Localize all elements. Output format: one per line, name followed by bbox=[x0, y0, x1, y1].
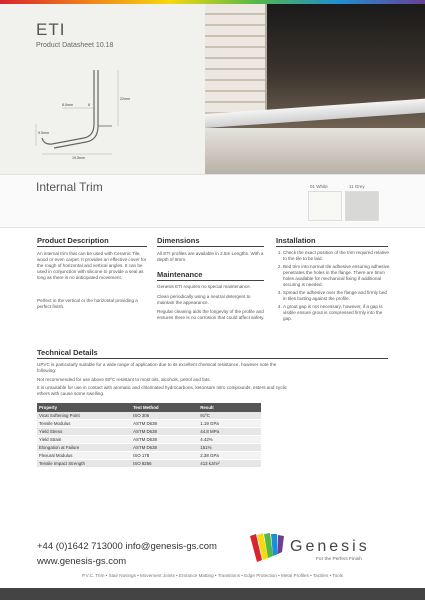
table-cell: ISO 8256 bbox=[131, 460, 198, 468]
table-cell: 151% bbox=[198, 444, 261, 452]
technical-rule bbox=[37, 358, 388, 359]
maintenance-heading: Maintenance bbox=[157, 270, 203, 279]
table-cell: Flexural Modulus bbox=[37, 452, 131, 460]
installation-step: 1. Check the exact position of the trim required relative to the tile to be laid. bbox=[283, 250, 391, 262]
description-text-1: An internal trim that can be used with Ceramic Tile, wood or even carpet. It provides an effective cover for the rough of horizontal and vertical angles. It can be used in conjunction with silicone to provide a seal as long as there is no anticipated movement. bbox=[37, 251, 147, 280]
description-heading: Product Description bbox=[37, 236, 109, 245]
installation-steps bbox=[276, 250, 391, 324]
table-cell: ISO 306 bbox=[131, 412, 198, 420]
table-cell: Tensile Modulus bbox=[37, 420, 131, 428]
installation-rule bbox=[276, 246, 388, 247]
technical-text-3: It is unsuitable for use in contact with aromatic and chlorinated hydrocarbons, ketonsam nitro compounds, esters and cyclic ethers with cause some swelling. bbox=[37, 385, 287, 396]
table-row bbox=[37, 444, 261, 452]
table-cell: Elongation at Failure bbox=[37, 444, 131, 452]
maintenance-text-3: Regular cleaning aids the longevity of the profile and ensures there is no corrosion that could affect safety. bbox=[157, 309, 265, 320]
column-header: Test Method bbox=[131, 403, 198, 412]
maintenance-rule bbox=[157, 280, 264, 281]
product-title: ETI bbox=[36, 20, 66, 39]
table-cell: 91ºC bbox=[198, 412, 261, 420]
tile-wall bbox=[205, 4, 267, 116]
table-row bbox=[37, 460, 261, 468]
table-cell: ASTM D638 bbox=[131, 436, 198, 444]
table-cell: Yield Stress bbox=[37, 428, 131, 436]
table-row bbox=[37, 428, 261, 436]
table-cell: 2.38 GPa bbox=[198, 452, 261, 460]
installation-photo bbox=[205, 4, 425, 174]
dimensions-rule bbox=[157, 246, 264, 247]
swatch-label-white: 01 White bbox=[310, 184, 328, 189]
brand-name: Genesis bbox=[290, 538, 370, 555]
swatch-white bbox=[308, 191, 342, 221]
dim-label: 9.5mm bbox=[38, 131, 49, 135]
maintenance-text-1: Genesis ETI requires no special maintenance. bbox=[157, 284, 251, 289]
table-cell: ASTM D638 bbox=[131, 444, 198, 452]
contact-phone-email[interactable]: +44 (0)1642 713000 info@genesis-gs.com bbox=[37, 541, 217, 552]
brand-tagline: For the Perfect Finish bbox=[316, 557, 362, 562]
dim-label: 8.0mm bbox=[62, 103, 73, 107]
properties-table bbox=[37, 403, 261, 468]
table-header-row bbox=[37, 403, 261, 412]
swatch-grey bbox=[345, 191, 379, 221]
table-cell: Vicat Softening Point bbox=[37, 412, 131, 420]
installation-step: 2. Bed trim into normal tile adhesive ensuring adhesive penetrates the holes in the flange. There are 5mm holes available for mechanical fixing if additional securing is needed. bbox=[283, 264, 391, 288]
table-cell: 4.42% bbox=[198, 436, 261, 444]
table-cell: ASTM D638 bbox=[131, 420, 198, 428]
technical-text-1: UPVC is particularly suitable for a wide range of application due to its excellent chemical resistance, however note the following: bbox=[37, 362, 277, 373]
installation-heading: Installation bbox=[276, 236, 316, 245]
installation-step: 3. Spread the adhesive over the flange and firmly bed in tiles butting against the profile. bbox=[283, 290, 391, 302]
datasheet-subtitle: Product Datasheet 10.18 bbox=[36, 42, 114, 49]
dim-label: 19.5mm bbox=[72, 156, 85, 160]
table-cell: ISO 178 bbox=[131, 452, 198, 460]
table-row bbox=[37, 412, 261, 420]
column-header: Property bbox=[37, 403, 131, 412]
table-row bbox=[37, 436, 261, 444]
dimensions-text: All ETI profiles are available in 2.5m Lengths. With a depth of 9mm. bbox=[157, 251, 264, 262]
technical-heading: Technical Details bbox=[37, 348, 98, 357]
table-cell: Yield Strain bbox=[37, 436, 131, 444]
dim-label: 8 bbox=[88, 103, 90, 107]
table-cell: ASTM D638 bbox=[131, 428, 198, 436]
dimensions-heading: Dimensions bbox=[157, 236, 200, 245]
footer-categories: P.V.C. Trim • Stair Nosings • Movement Joints • Entrance Matting • Transitions • Edge Protection • Metal Profiles • Tactiles • Tools bbox=[81, 573, 344, 578]
table-cell: Tensile Impact Strength bbox=[37, 460, 131, 468]
table-cell: 44.8 MPa bbox=[198, 428, 261, 436]
maintenance-text-2: Clean periodically using a neutral detergent to maintain the appearance. bbox=[157, 294, 251, 305]
footer-bar bbox=[0, 588, 425, 600]
table-row bbox=[37, 452, 261, 460]
swatch-label-grey: 11 Grey bbox=[349, 184, 365, 189]
installation-step: 4. A grout gap is not necessary, however, if a gap is visible ensure grout is compressed firmly into the gap. bbox=[283, 304, 391, 322]
table-row bbox=[37, 420, 261, 428]
description-text-2: Perfect in the vertical or the horizontal providing a perfect finish. bbox=[37, 298, 138, 309]
genesis-logo-icon bbox=[248, 530, 288, 566]
table-cell: 413 kJ/m² bbox=[198, 460, 261, 468]
product-name: Internal Trim bbox=[36, 180, 103, 194]
profile-diagram bbox=[34, 62, 144, 162]
description-rule bbox=[37, 246, 147, 247]
column-header: Result bbox=[198, 403, 261, 412]
contact-website[interactable]: www.genesis-gs.com bbox=[37, 556, 127, 567]
dim-label: 22mm bbox=[120, 97, 130, 101]
table-cell: 1.19 GPa bbox=[198, 420, 261, 428]
floor-surface bbox=[205, 128, 425, 174]
technical-text-2: Not recommended for use above 60ºC resistant to most oils, alcohols, petrol and fats. bbox=[37, 377, 211, 382]
